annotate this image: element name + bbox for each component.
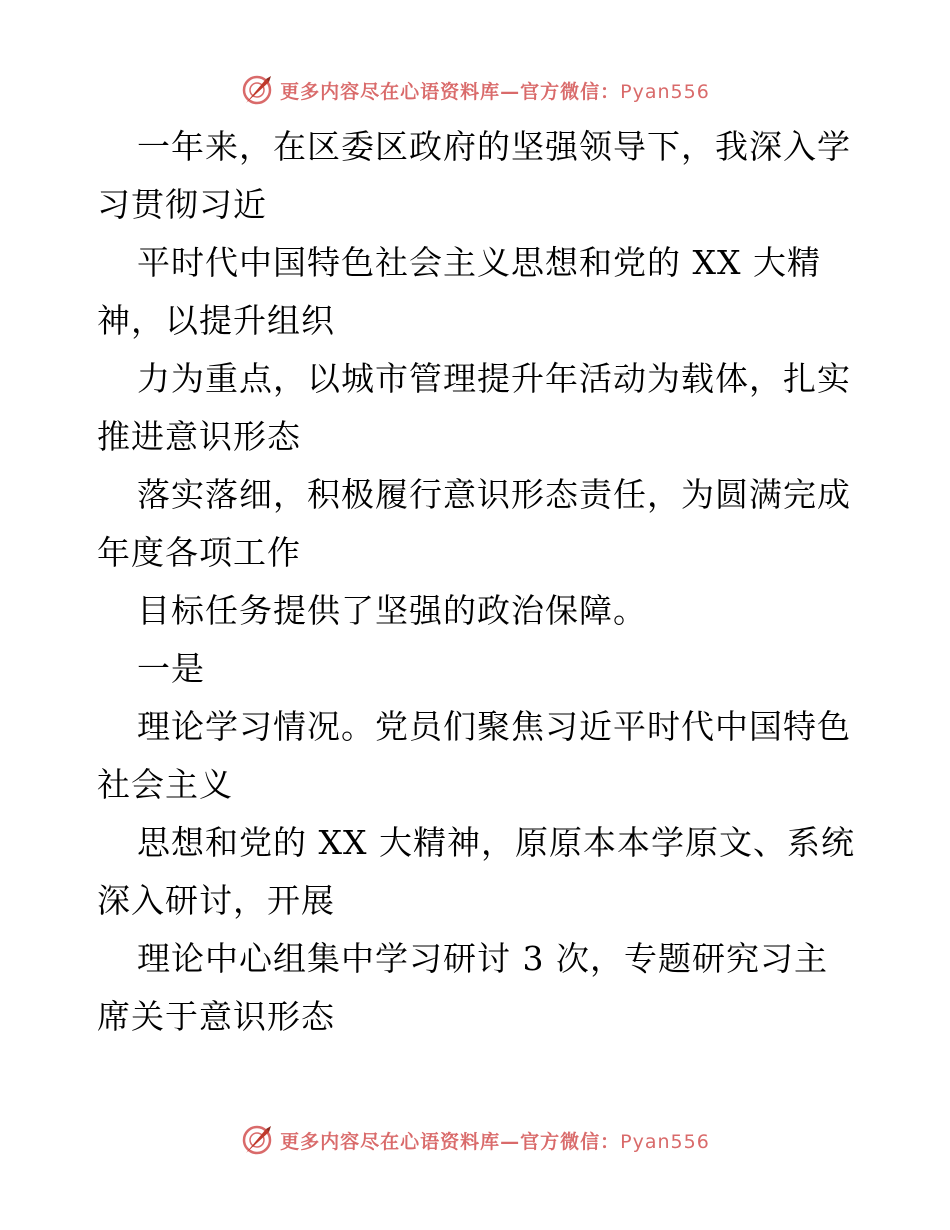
banner-slogan: 更多内容尽在心语资料库—官方微信： [280, 80, 621, 103]
text-line: 目标任务提供了坚强的政治保障。 [137, 591, 647, 630]
text-line: 思想和党的 XX 大精神，原原本本学原文、系统 [137, 823, 855, 862]
header-banner [0, 70, 950, 110]
text-line: 理论学习情况。党员们聚焦习近平时代中国特色 [137, 707, 851, 746]
text-line: 神，以提升组织 [97, 301, 335, 340]
text-line: 年度各项工作 [97, 533, 301, 572]
text-line: 理论中心组集中学习研讨 3 次，专题研究习主 [137, 939, 828, 978]
document-body [97, 118, 857, 1046]
text-line: 席关于意识形态 [97, 997, 335, 1036]
banner-wechat-id: Pyan556 [620, 1130, 710, 1153]
text-line: 平时代中国特色社会主义思想和党的 XX 大精 [137, 243, 821, 282]
text-line: 推进意识形态 [97, 417, 301, 456]
banner-wechat-id: Pyan556 [620, 80, 710, 103]
text-line: 落实落细，积极履行意识形态责任，为圆满完成 [137, 475, 851, 514]
text-line: 深入研讨，开展 [97, 881, 335, 920]
text-line: 一是 [137, 649, 205, 688]
text-line: 习贯彻习近 [97, 185, 267, 224]
text-line: 社会主义 [97, 765, 233, 804]
banner-text [280, 77, 710, 104]
banner-slogan: 更多内容尽在心语资料库—官方微信： [280, 1130, 621, 1153]
footer-banner [0, 1120, 950, 1160]
text-line: 力为重点，以城市管理提升年活动为载体，扎实 [137, 359, 851, 398]
quill-logo-icon [240, 1123, 274, 1157]
text-line: 一年来，在区委区政府的坚强领导下，我深入学 [137, 127, 851, 166]
banner-text [280, 1127, 710, 1154]
quill-logo-icon [240, 73, 274, 107]
body-paragraph [97, 118, 857, 1046]
